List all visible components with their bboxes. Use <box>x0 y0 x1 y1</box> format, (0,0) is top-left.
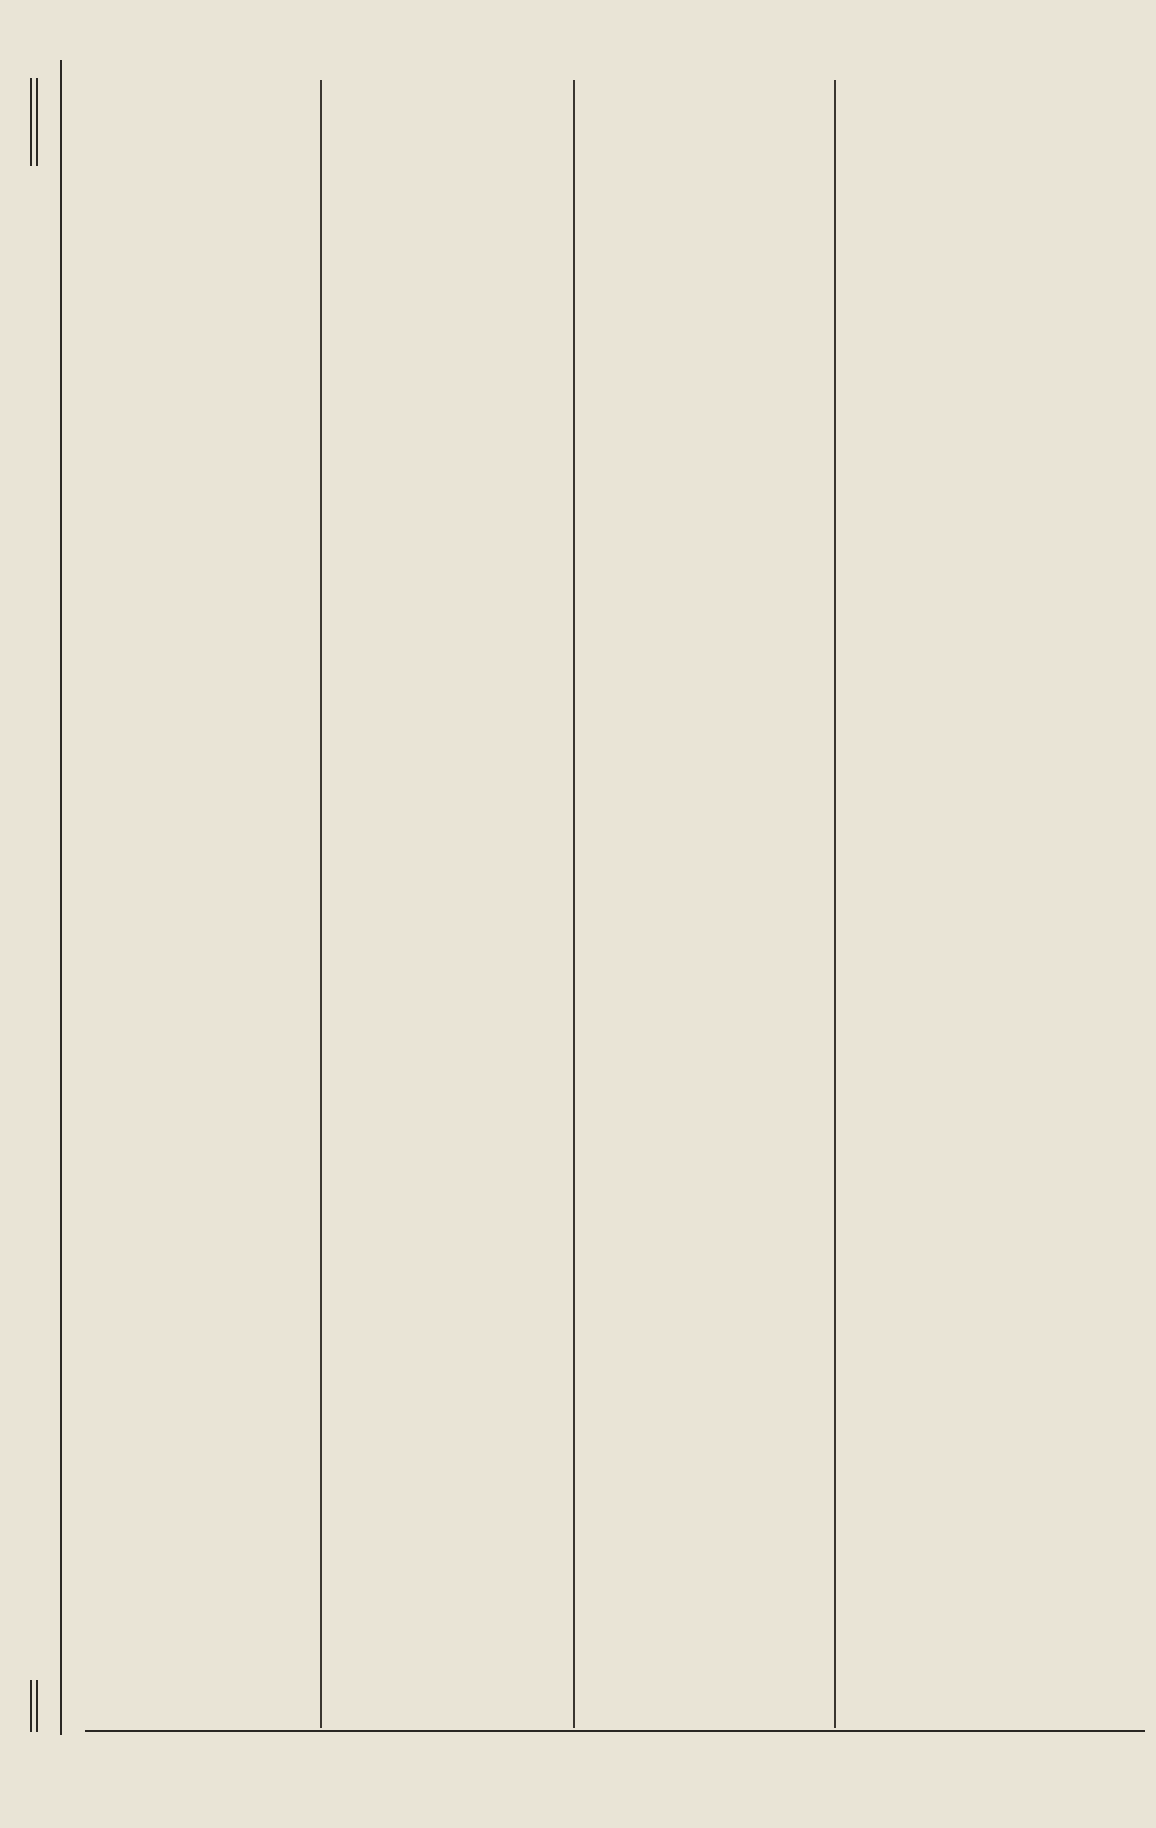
directory-entry <box>65 293 291 317</box>
directory-entry <box>328 576 554 600</box>
directory-entry <box>328 1325 554 1349</box>
directory-entry <box>65 1466 291 1490</box>
directory-entry <box>65 364 291 388</box>
directory-entry <box>65 151 291 175</box>
footer-advertisement <box>85 1730 1145 1822</box>
directory-entry <box>65 1057 291 1081</box>
cross-street-note <box>65 785 291 809</box>
directory-entry <box>328 269 554 293</box>
directory-entry <box>328 1302 554 1326</box>
directory-entry <box>328 1018 554 1042</box>
directory-entry <box>65 1490 291 1514</box>
directory-entry <box>65 647 291 671</box>
column-2 <box>328 80 554 1730</box>
directory-entry <box>65 80 291 104</box>
directory-entry <box>65 939 291 963</box>
directory-entry <box>328 599 554 623</box>
cross-street-note <box>328 821 554 845</box>
page-header <box>215 40 1115 70</box>
directory-entry <box>65 1151 291 1175</box>
cross-street-note <box>65 257 291 281</box>
directory-entry <box>65 1419 291 1443</box>
directory-entry <box>65 482 291 506</box>
directory-entry <box>65 844 291 868</box>
directory-entry <box>328 1420 554 1444</box>
directory-entry <box>328 458 554 482</box>
directory-entry <box>328 387 554 411</box>
directory-entry <box>65 1514 291 1538</box>
directory-entry <box>328 174 554 198</box>
directory-entry <box>65 1104 291 1128</box>
column-3 <box>580 80 806 1730</box>
directory-entry <box>328 1042 554 1066</box>
directory-entry <box>328 1089 554 1113</box>
sidebar-advertisement <box>0 60 62 1735</box>
directory-entry <box>65 986 291 1010</box>
directory-entry <box>328 411 554 435</box>
cross-street-note <box>328 900 554 924</box>
cross-street-note <box>65 1277 291 1301</box>
directory-entry <box>65 1009 291 1033</box>
directory-entry <box>65 1561 291 1585</box>
directory-entry <box>65 1175 291 1199</box>
directory-entry <box>65 316 291 340</box>
directory-entry <box>328 1136 554 1160</box>
directory-entry <box>328 529 554 553</box>
cross-street-note <box>65 1301 291 1325</box>
directory-entry <box>65 505 291 529</box>
directory-entry <box>328 1065 554 1089</box>
directory-entry <box>328 552 554 576</box>
directory-entry <box>328 1396 554 1420</box>
directory-entry <box>65 529 291 553</box>
cross-street-note <box>328 761 554 785</box>
directory-entry <box>65 1198 291 1222</box>
cross-street-note <box>328 659 554 683</box>
directory-entry <box>65 127 291 151</box>
cross-street-note <box>328 1195 554 1219</box>
directory-entry <box>328 198 554 222</box>
directory-entry <box>328 1278 554 1302</box>
directory-entry <box>328 364 554 388</box>
street-heading <box>65 722 291 746</box>
directory-entry <box>328 151 554 175</box>
directory-entry <box>65 962 291 986</box>
directory-entry <box>328 623 554 647</box>
directory-entry <box>65 411 291 435</box>
directory-entry <box>65 1537 291 1561</box>
directory-entry <box>65 915 291 939</box>
cross-street-note <box>328 1479 554 1503</box>
directory-entry <box>65 552 291 576</box>
cross-street-note <box>328 328 554 352</box>
directory-entry <box>328 127 554 151</box>
cross-street-note <box>328 983 554 1007</box>
directory-entry <box>328 245 554 269</box>
directory-entry <box>65 174 291 198</box>
cross-street-note <box>328 923 554 947</box>
cross-street-note <box>65 682 291 706</box>
column-divider <box>834 80 836 1728</box>
directory-entry <box>65 198 291 222</box>
directory-entry <box>65 387 291 411</box>
directory-entry <box>328 292 554 316</box>
cross-street-note <box>328 947 554 971</box>
street-heading <box>65 1238 291 1262</box>
directory-entry <box>328 1113 554 1137</box>
directory-entry <box>65 458 291 482</box>
directory-entry <box>328 1373 554 1397</box>
directory-entry <box>65 623 291 647</box>
column-divider <box>573 80 575 1728</box>
directory-entry <box>65 104 291 128</box>
directory-entry <box>328 1443 554 1467</box>
directory-entry <box>65 1443 291 1467</box>
directory-entry <box>328 434 554 458</box>
directory-entry <box>328 104 554 128</box>
directory-entry <box>65 1127 291 1151</box>
street-heading <box>328 698 554 722</box>
directory-entry <box>328 482 554 506</box>
directory-entry <box>328 1255 554 1279</box>
directory-entry <box>65 434 291 458</box>
cross-street-note <box>65 809 291 833</box>
cross-street-note <box>65 1325 291 1349</box>
directory-entry <box>65 222 291 246</box>
cross-street-note <box>65 1360 291 1384</box>
directory-entry <box>65 340 291 364</box>
column-4 <box>840 80 1066 1730</box>
directory-entry <box>328 505 554 529</box>
cross-street-note <box>328 738 554 762</box>
directory-entry <box>328 1231 554 1255</box>
street-heading <box>328 860 554 884</box>
cross-street-note <box>328 785 554 809</box>
directory-entry <box>65 1080 291 1104</box>
directory-entry <box>65 599 291 623</box>
directory-entry <box>65 1396 291 1420</box>
column-divider <box>320 80 322 1728</box>
cross-street-note <box>65 761 291 785</box>
directory-entry <box>328 1349 554 1373</box>
directory-entry <box>328 222 554 246</box>
directory-entry <box>65 576 291 600</box>
directory-entry <box>328 1160 554 1184</box>
directory-entry <box>65 891 291 915</box>
directory-entry <box>65 1033 291 1057</box>
column-1 <box>65 80 291 1730</box>
directory-entry <box>65 868 291 892</box>
directory-entry <box>328 80 554 104</box>
